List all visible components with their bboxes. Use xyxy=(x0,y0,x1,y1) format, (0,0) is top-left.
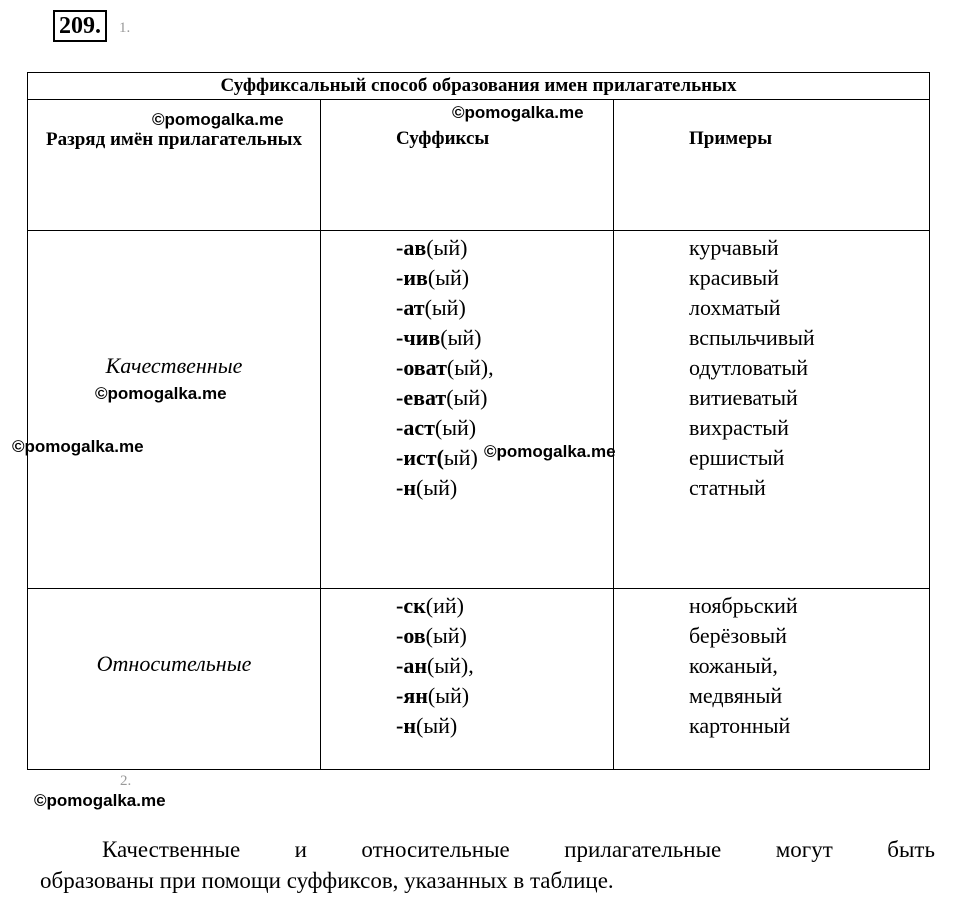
suffix-ending: (ый) xyxy=(426,235,468,260)
suffix-morpheme: -ив xyxy=(396,265,428,290)
suffix-morpheme: -ан xyxy=(396,653,428,678)
example-word: берёзовый xyxy=(689,623,787,648)
watermark: ©pomogalka.me xyxy=(152,110,284,129)
suffix-morpheme: -ян xyxy=(396,683,428,708)
task-sub-number-1: 1. xyxy=(119,20,131,36)
suffix-ending: (ый) xyxy=(424,295,466,320)
example-list xyxy=(614,231,929,503)
table-row xyxy=(28,589,930,770)
suffix-ending: (ий) xyxy=(425,593,464,618)
suffix-morpheme: -еват xyxy=(396,385,447,410)
example-list xyxy=(614,589,929,741)
suffix-morpheme: -ат xyxy=(396,295,425,320)
watermark: ©pomogalka.me xyxy=(95,384,227,403)
suffix-morpheme: -н xyxy=(396,475,417,500)
suffix-morpheme: -аст xyxy=(396,415,435,440)
suffix-table xyxy=(27,72,930,770)
watermark: ©pomogalka.me xyxy=(34,791,166,810)
suffix-morpheme: -ист( xyxy=(396,445,444,470)
example-word: статный xyxy=(689,475,766,500)
suffix-ending: (ый) xyxy=(440,325,482,350)
example-word: кожаный, xyxy=(689,653,778,678)
example-word: вспыльчивый xyxy=(689,325,815,350)
example-word: витиеватый xyxy=(689,385,798,410)
suffix-item xyxy=(396,711,613,741)
example-word: картонный xyxy=(689,713,791,738)
suffix-list xyxy=(321,589,613,741)
table-row xyxy=(28,231,930,589)
suffix-morpheme: -ав xyxy=(396,235,427,260)
paragraph-line-2: образованы при помощи суффиксов, указанных в таблице. xyxy=(40,868,614,893)
watermark: ©pomogalka.me xyxy=(484,442,616,461)
suffix-ending: (ый), xyxy=(427,653,474,678)
example-word: вихрастый xyxy=(689,415,789,440)
suffix-item xyxy=(396,263,613,293)
header-examples: Примеры xyxy=(614,100,930,231)
paragraph-word: быть xyxy=(887,837,935,862)
suffix-ending: (ый) xyxy=(434,415,477,440)
suffix-morpheme: -ск xyxy=(396,593,426,618)
suffix-item xyxy=(396,651,613,681)
task-number: 209. xyxy=(53,10,107,42)
category-relative: Относительные xyxy=(96,651,252,676)
example-word: лохматый xyxy=(689,295,781,320)
suffix-item xyxy=(396,473,613,503)
example-word: курчавый xyxy=(689,235,779,260)
suffix-ending: (ый) xyxy=(416,475,458,500)
body-paragraph xyxy=(40,834,935,896)
watermark: ©pomogalka.me xyxy=(12,437,144,456)
suffix-item xyxy=(396,413,613,443)
suffix-morpheme: -чив xyxy=(396,325,441,350)
paragraph-word: и xyxy=(294,837,307,862)
suffix-ending: ый) xyxy=(443,445,478,470)
suffix-ending: (ый) xyxy=(446,385,488,410)
header-category: Разряд имён прилагательных xyxy=(28,100,321,231)
example-word: ершистый xyxy=(689,445,785,470)
suffix-item xyxy=(396,323,613,353)
example-word: красивый xyxy=(689,265,779,290)
suffix-item xyxy=(396,621,613,651)
task-sub-number-2: 2. xyxy=(120,773,132,789)
example-word: ноябрьский xyxy=(689,593,798,618)
suffix-ending: (ый) xyxy=(425,623,467,648)
suffix-ending: (ый) xyxy=(416,713,458,738)
suffix-morpheme: -н xyxy=(396,713,417,738)
suffix-item xyxy=(396,233,613,263)
suffix-item xyxy=(396,681,613,711)
example-word: одутловатый xyxy=(689,355,809,380)
suffix-item xyxy=(396,383,613,413)
suffix-ending: (ый) xyxy=(427,265,470,290)
suffix-ending: (ый) xyxy=(427,683,470,708)
paragraph-word: могут xyxy=(775,837,833,862)
paragraph-word: относительные xyxy=(361,837,510,862)
header-suffixes: Суффиксы xyxy=(321,100,614,231)
watermark: ©pomogalka.me xyxy=(452,103,584,122)
paragraph-line-1 xyxy=(40,834,935,865)
suffix-item xyxy=(396,353,613,383)
suffix-list xyxy=(321,231,613,503)
paragraph-word: прилагательные xyxy=(564,837,722,862)
suffix-item xyxy=(396,293,613,323)
example-word: медвяный xyxy=(689,683,783,708)
suffix-morpheme: -оват xyxy=(396,355,447,380)
suffix-item xyxy=(396,591,613,621)
category-qualitative: Качественные xyxy=(105,353,243,378)
suffix-morpheme: -ов xyxy=(396,623,426,648)
table-title: Суффиксальный способ образования имен прилагательных xyxy=(28,73,930,100)
paragraph-word: Качественные xyxy=(102,837,241,862)
suffix-ending: (ый), xyxy=(446,355,494,380)
